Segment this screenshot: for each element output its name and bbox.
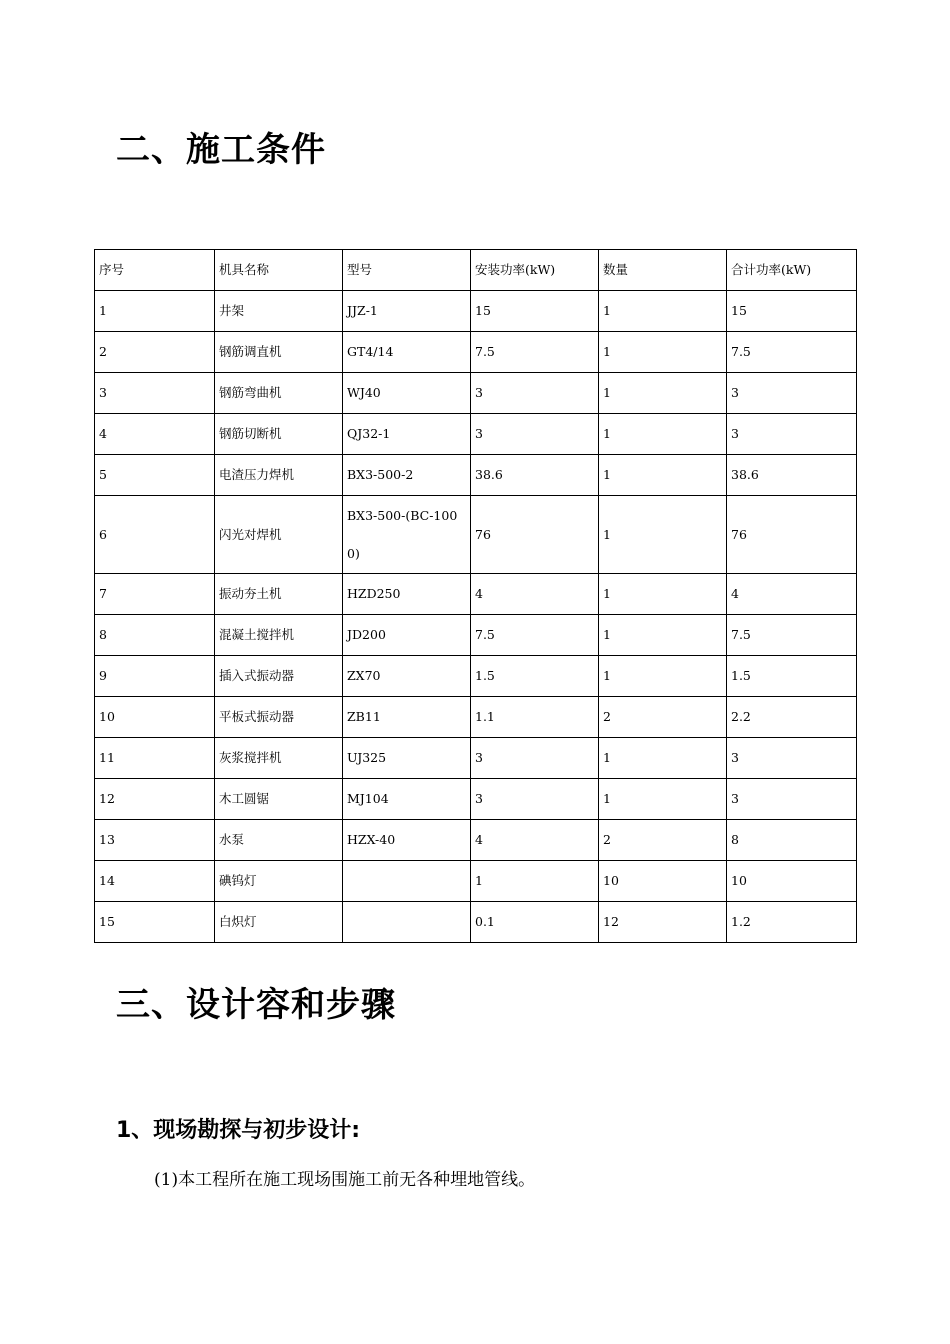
table-cell-total-power: 1.5 xyxy=(727,656,857,697)
table-cell-index: 3 xyxy=(95,373,215,414)
table-cell-model: UJ325 xyxy=(343,738,471,779)
table-cell-install-power: 7.5 xyxy=(471,332,599,373)
table-cell-model: ZB11 xyxy=(343,697,471,738)
table-cell-index: 6 xyxy=(95,496,215,574)
header-cell-install-power: 安装功率(kW) xyxy=(471,250,599,291)
table-cell-quantity: 1 xyxy=(599,332,727,373)
table-cell-install-power: 1.1 xyxy=(471,697,599,738)
table-cell-total-power: 8 xyxy=(727,820,857,861)
header-cell-quantity: 数量 xyxy=(599,250,727,291)
table-cell-quantity: 2 xyxy=(599,820,727,861)
table-cell-model: BX3-500-(BC-1000) xyxy=(343,496,471,574)
header-cell-index: 序号 xyxy=(95,250,215,291)
table-cell-install-power: 7.5 xyxy=(471,615,599,656)
table-row xyxy=(95,291,857,332)
table-cell-name: 钢筋调直机 xyxy=(215,332,343,373)
table-cell-install-power: 3 xyxy=(471,738,599,779)
table-cell-name: 闪光对焊机 xyxy=(215,496,343,574)
table-cell-model: HZX-40 xyxy=(343,820,471,861)
table-cell-quantity: 2 xyxy=(599,697,727,738)
table-row xyxy=(95,861,857,902)
table-cell-name: 混凝土搅拌机 xyxy=(215,615,343,656)
table-cell-total-power: 3 xyxy=(727,414,857,455)
table-cell-index: 8 xyxy=(95,615,215,656)
table-row xyxy=(95,656,857,697)
table-cell-total-power: 76 xyxy=(727,496,857,574)
table-row xyxy=(95,902,857,943)
table-row xyxy=(95,373,857,414)
table-cell-install-power: 4 xyxy=(471,574,599,615)
table-cell-name: 电渣压力焊机 xyxy=(215,455,343,496)
table-cell-index: 2 xyxy=(95,332,215,373)
table-cell-quantity: 1 xyxy=(599,738,727,779)
table-row xyxy=(95,455,857,496)
table-cell-total-power: 3 xyxy=(727,738,857,779)
table-cell-index: 13 xyxy=(95,820,215,861)
table-cell-total-power: 4 xyxy=(727,574,857,615)
table-row xyxy=(95,332,857,373)
table-cell-index: 11 xyxy=(95,738,215,779)
table-cell-quantity: 1 xyxy=(599,574,727,615)
table-cell-name: 平板式振动器 xyxy=(215,697,343,738)
table-cell-model xyxy=(343,902,471,943)
table-row xyxy=(95,820,857,861)
table-cell-index: 5 xyxy=(95,455,215,496)
table-cell-name: 插入式振动器 xyxy=(215,656,343,697)
table-row xyxy=(95,574,857,615)
table-cell-name: 木工圆锯 xyxy=(215,779,343,820)
table-cell-quantity: 1 xyxy=(599,496,727,574)
table-cell-name: 白炽灯 xyxy=(215,902,343,943)
table-cell-index: 15 xyxy=(95,902,215,943)
table-cell-total-power: 3 xyxy=(727,779,857,820)
table-cell-model: BX3-500-2 xyxy=(343,455,471,496)
section-title-design-content-steps: 三、设计容和步骤 xyxy=(116,985,396,1025)
table-cell-install-power: 1.5 xyxy=(471,656,599,697)
table-cell-name: 碘钨灯 xyxy=(215,861,343,902)
table-cell-quantity: 1 xyxy=(599,455,727,496)
header-cell-model: 型号 xyxy=(343,250,471,291)
header-cell-total-power: 合计功率(kW) xyxy=(727,250,857,291)
table-cell-install-power: 1 xyxy=(471,861,599,902)
table-cell-model: JD200 xyxy=(343,615,471,656)
table-cell-total-power: 1.2 xyxy=(727,902,857,943)
table-cell-quantity: 10 xyxy=(599,861,727,902)
table-cell-model: MJ104 xyxy=(343,779,471,820)
table-cell-name: 振动夯土机 xyxy=(215,574,343,615)
table-cell-quantity: 1 xyxy=(599,615,727,656)
table-cell-index: 4 xyxy=(95,414,215,455)
table-cell-install-power: 38.6 xyxy=(471,455,599,496)
paragraph-no-buried-pipelines: (1)本工程所在施工现场围施工前无各种埋地管线。 xyxy=(154,1170,536,1190)
table-cell-name: 钢筋弯曲机 xyxy=(215,373,343,414)
table-row xyxy=(95,779,857,820)
subsection-title-survey-design: 1、现场勘探与初步设计: xyxy=(116,1118,361,1143)
table-cell-model: JJZ-1 xyxy=(343,291,471,332)
table-cell-name: 水泵 xyxy=(215,820,343,861)
table-cell-index: 12 xyxy=(95,779,215,820)
table-cell-name: 灰浆搅拌机 xyxy=(215,738,343,779)
table-row xyxy=(95,738,857,779)
table-row xyxy=(95,414,857,455)
table-cell-name: 井架 xyxy=(215,291,343,332)
table-cell-quantity: 1 xyxy=(599,291,727,332)
table-cell-model xyxy=(343,861,471,902)
table-cell-name: 钢筋切断机 xyxy=(215,414,343,455)
table-cell-install-power: 0.1 xyxy=(471,902,599,943)
table-cell-install-power: 3 xyxy=(471,779,599,820)
table-header-row xyxy=(95,250,857,291)
table-cell-total-power: 3 xyxy=(727,373,857,414)
table-row xyxy=(95,615,857,656)
table-cell-index: 1 xyxy=(95,291,215,332)
table-cell-install-power: 3 xyxy=(471,373,599,414)
table-cell-quantity: 1 xyxy=(599,373,727,414)
table-cell-quantity: 1 xyxy=(599,414,727,455)
table-row xyxy=(95,496,857,574)
table-cell-install-power: 4 xyxy=(471,820,599,861)
table-cell-index: 9 xyxy=(95,656,215,697)
table-cell-model: ZX70 xyxy=(343,656,471,697)
table-cell-quantity: 1 xyxy=(599,656,727,697)
section-title-construction-conditions: 二、施工条件 xyxy=(116,130,326,170)
table-cell-index: 7 xyxy=(95,574,215,615)
table-cell-install-power: 3 xyxy=(471,414,599,455)
table-cell-quantity: 1 xyxy=(599,779,727,820)
table-cell-total-power: 38.6 xyxy=(727,455,857,496)
equipment-table xyxy=(94,249,857,943)
table-row xyxy=(95,697,857,738)
table-cell-total-power: 15 xyxy=(727,291,857,332)
table-cell-total-power: 7.5 xyxy=(727,332,857,373)
table-cell-install-power: 15 xyxy=(471,291,599,332)
table-cell-model: QJ32-1 xyxy=(343,414,471,455)
table-cell-install-power: 76 xyxy=(471,496,599,574)
table-cell-total-power: 10 xyxy=(727,861,857,902)
table-cell-quantity: 12 xyxy=(599,902,727,943)
table-cell-model: WJ40 xyxy=(343,373,471,414)
table-cell-model: GT4/14 xyxy=(343,332,471,373)
table-cell-index: 10 xyxy=(95,697,215,738)
header-cell-name: 机具名称 xyxy=(215,250,343,291)
equipment-table-body xyxy=(95,250,857,943)
table-cell-index: 14 xyxy=(95,861,215,902)
table-cell-model: HZD250 xyxy=(343,574,471,615)
table-cell-total-power: 2.2 xyxy=(727,697,857,738)
table-cell-total-power: 7.5 xyxy=(727,615,857,656)
